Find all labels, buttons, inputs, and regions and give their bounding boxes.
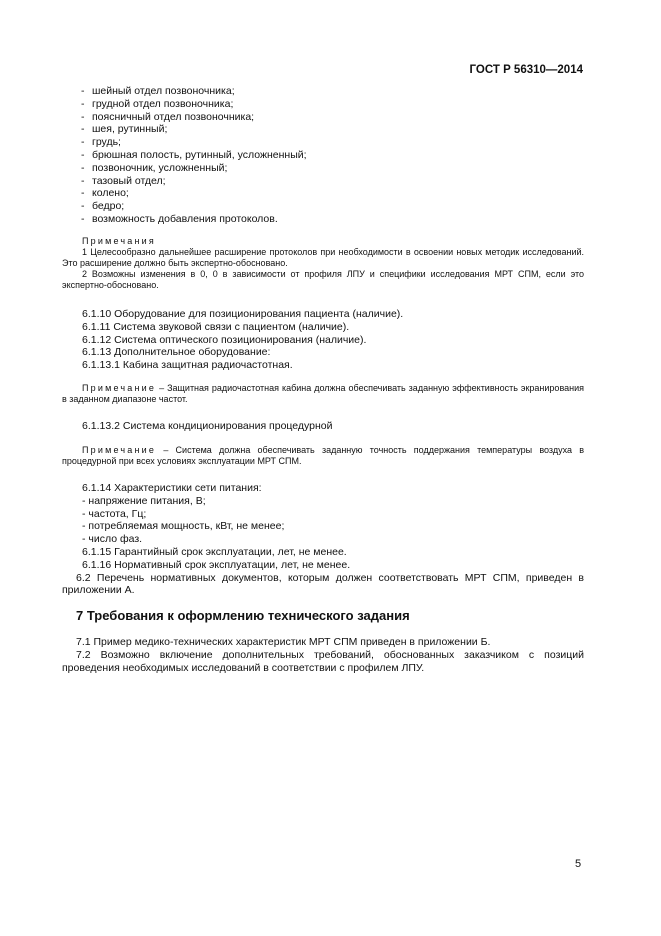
note-cabin — [62, 383, 584, 405]
list-item — [62, 123, 584, 136]
list-item — [62, 111, 584, 124]
item-6-1-13: 6.1.13 Дополнительное оборудование: — [82, 346, 271, 359]
list-dash: - — [81, 110, 85, 123]
list-item-text: грудь; — [92, 136, 121, 149]
item-6-1-11: 6.1.11 Система звуковой связи с пациентом (наличие). — [82, 320, 350, 333]
list-dash: - — [81, 200, 85, 213]
list-item — [62, 136, 584, 149]
note-2: 2 Возможны изменения в 0, 0 в зависимости от профиля ЛПУ и специфики исследования МРТ СПМ, если это экспертно-обосновано. — [62, 269, 584, 290]
note-climate-text — [62, 445, 584, 467]
list-item-text: колено; — [92, 187, 129, 200]
list-item-text: возможность добавления протоколов. — [92, 212, 278, 225]
list-item — [62, 175, 584, 188]
note-1: 1 Целесообразно дальнейшее расширение протоколов при необходимости в освоении новых методик исследований. Это расширение должно быть экспертно-обосновано. — [62, 247, 584, 268]
page-number: 5 — [575, 858, 582, 870]
list-dash: - — [81, 148, 85, 161]
climate-item — [62, 420, 584, 433]
list-dash: - — [81, 174, 85, 187]
list-item-text: бедро; — [92, 200, 125, 213]
list-dash: - — [81, 212, 85, 225]
note-cabin-text — [62, 383, 584, 405]
list-item — [62, 149, 584, 162]
list-item — [62, 187, 584, 200]
list-item-text: грудной отдел позвоночника; — [92, 97, 234, 110]
list-item — [62, 98, 584, 111]
item-6-1-15: 6.1.15 Гарантийный срок эксплуатации, лет, не менее. — [82, 545, 347, 558]
note-label: Примечание — [82, 383, 157, 393]
item-6-1-10: 6.1.10 Оборудование для позиционирования пациента (наличие). — [82, 308, 404, 320]
item-6-2: 6.2 Перечень нормативных документов, которым должен соответствовать МРТ СПМ, приведен в приложении А. — [62, 571, 584, 597]
list-item — [62, 200, 584, 213]
power-line: - потребляемая мощность, кВт, не менее; — [82, 520, 285, 533]
power-line: - число фаз. — [82, 533, 143, 546]
note-body: – Система должна обеспечивать заданную точность поддержания температуры воздуха в процедурной при всех условиях эксплуатации МРТ СПМ. — [62, 445, 584, 466]
list-item-text: шейный отдел позвоночника; — [92, 85, 235, 97]
notes-block — [62, 236, 584, 291]
notes-title: Примечания — [82, 236, 156, 246]
list-dash: - — [81, 187, 85, 200]
power-line: - частота, Гц; — [82, 507, 147, 520]
equipment-items — [62, 308, 584, 372]
list-dash: - — [81, 136, 85, 149]
note-climate — [62, 445, 584, 467]
list-item — [62, 162, 584, 175]
item-6-1-13-2: 6.1.13.2 Система кондиционирования процедурной — [82, 420, 333, 432]
note-body: – Защитная радиочастотная кабина должна обеспечивать заданную эффективность экранирования в заданном диапазоне частот. — [62, 383, 584, 404]
power-line: - напряжение питания, В; — [82, 494, 206, 507]
paragraph-7-1: 7.1 Пример медико-технических характеристик МРТ СПМ приведен в приложении Б. — [76, 636, 491, 648]
note-label: Примечание — [82, 445, 157, 455]
section-7-heading: 7 Требования к оформлению технического задания — [76, 608, 410, 623]
list-item-text: шея, рутинный; — [92, 123, 168, 136]
list-dash: - — [81, 85, 85, 97]
item-6-1-12: 6.1.12 Система оптического позиционирования (наличие). — [82, 333, 367, 346]
item-6-1-13-1: 6.1.13.1 Кабина защитная радиочастотная. — [82, 359, 293, 372]
section-7-body — [62, 636, 584, 674]
list-item — [62, 85, 584, 98]
item-6-1-16: 6.1.16 Нормативный срок эксплуатации, лет, не менее. — [82, 558, 351, 571]
list-dash: - — [81, 97, 85, 110]
item-6-1-14: 6.1.14 Характеристики сети питания: — [82, 482, 262, 494]
list-item-text: тазовый отдел; — [92, 174, 166, 187]
list-item-text: брюшная полость, рутинный, усложненный; — [92, 148, 307, 161]
list-item-text: позвоночник, усложненный; — [92, 161, 228, 174]
list-item-text: поясничный отдел позвоночника; — [92, 110, 255, 123]
list-dash: - — [81, 123, 85, 136]
list-item — [62, 213, 584, 226]
power-supply-block — [62, 482, 584, 597]
paragraph-7-2: 7.2 Возможно включение дополнительных требований, обоснованных заказчиком с позиций проведения необходимых исследований в соответствии с профилем ЛПУ. — [62, 648, 584, 674]
list-dash: - — [81, 161, 85, 174]
document-id-header: ГОСТ Р 56310—2014 — [469, 64, 583, 76]
protocol-list — [62, 85, 584, 226]
